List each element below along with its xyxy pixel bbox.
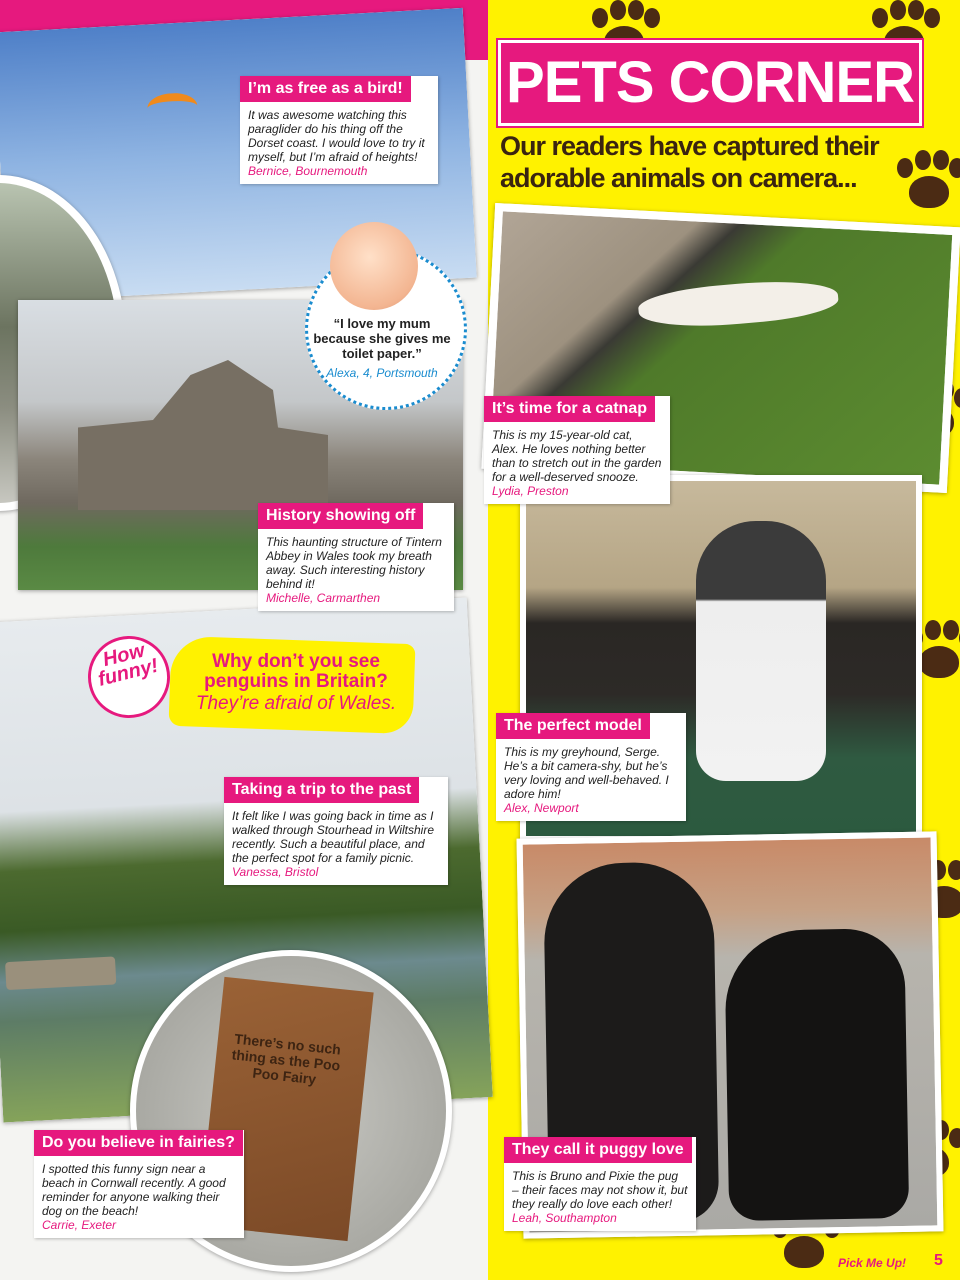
caption-greyhound <box>496 713 686 821</box>
caption-abbey <box>258 503 454 611</box>
caption-heading: Taking a trip to the past <box>224 777 419 803</box>
baby-face-image <box>330 222 418 310</box>
caption-heading: History showing off <box>258 503 423 529</box>
page-number: 5 <box>934 1252 943 1269</box>
caption-credit: Carrie, Exeter <box>42 1218 117 1232</box>
page-subtitle: Our readers have captured their adorable animals on camera... <box>500 131 879 193</box>
caption-body: This is my greyhound, Serge. He’s a bit camera-shy, but he’s very loving and well-behaved. I adore him! <box>504 745 669 801</box>
caption-credit: Lydia, Preston <box>492 484 569 498</box>
caption-credit: Leah, Southampton <box>512 1211 617 1225</box>
stone-bridge <box>5 956 116 990</box>
caption-stourhead <box>224 777 448 885</box>
caption-pug <box>504 1137 696 1231</box>
caption-body: I spotted this funny sign near a beach in Cornwall recently. A good reminder for anyone walking their dog on the beach! <box>42 1162 226 1218</box>
quote-credit: Alexa, 4, Portsmouth <box>326 366 438 380</box>
quote-text: “I love my mum because she gives me toilet paper.” <box>313 316 451 361</box>
caption-credit: Bernice, Bournemouth <box>248 164 368 178</box>
caption-cat <box>484 396 670 504</box>
caption-body: This is my 15-year-old cat, Alex. He loves nothing better than to stretch out in the garden for a well-deserved snooze. <box>492 428 662 484</box>
caption-credit: Vanessa, Bristol <box>232 865 319 879</box>
joke-question: Why don’t you see penguins in Britain? <box>204 651 388 692</box>
black-tan-dog <box>724 928 909 1221</box>
caption-heading: Do you believe in fairies? <box>34 1130 243 1156</box>
caption-body: It was awesome watching this paraglider do his thing off the Dorset coast. I would love to try it myself, but I’m afraid of heights! <box>248 108 425 164</box>
caption-heading: It’s time for a catnap <box>484 396 655 422</box>
greyhound-dog <box>696 521 826 781</box>
caption-credit: Alex, Newport <box>504 801 579 815</box>
caption-body: This is Bruno and Pixie the pug – their faces may not show it, but they really do love each other! <box>512 1169 688 1211</box>
sign-text: There’s no such thing as the Poo Poo Fairy <box>231 1030 342 1088</box>
caption-body: This haunting structure of Tintern Abbey in Wales took my breath away. Such interesting history behind it! <box>266 535 442 591</box>
caption-heading: The perfect model <box>496 713 650 739</box>
caption-fairies <box>34 1130 244 1238</box>
caption-heading: They call it puggy love <box>504 1137 692 1163</box>
caption-heading: I’m as free as a bird! <box>240 76 411 102</box>
page-title: PETS CORNER <box>506 50 914 115</box>
caption-paraglider <box>240 76 438 184</box>
how-funny-text: How funny! <box>95 639 161 691</box>
magazine-brand: Pick Me Up! <box>838 1256 907 1270</box>
joke-answer: They’re afraid of Wales. <box>195 693 397 714</box>
caption-credit: Michelle, Carmarthen <box>266 591 381 605</box>
caption-body: It felt like I was going back in time as I walked through Stourhead in Wiltshire recently. Such a beautiful place, and the perfect spot for a family picnic. <box>232 809 435 865</box>
